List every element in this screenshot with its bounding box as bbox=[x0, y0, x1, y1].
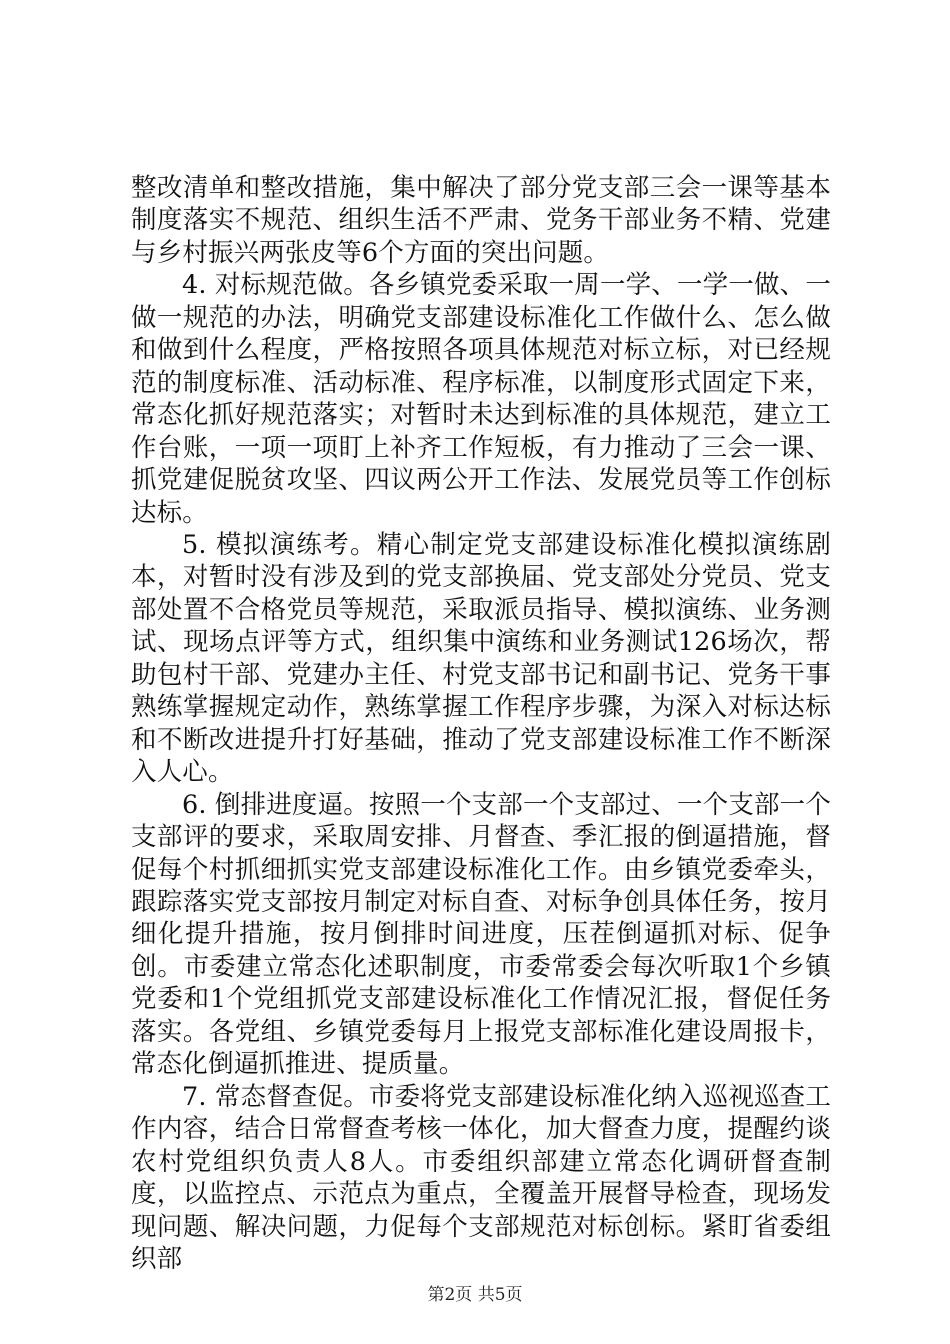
paragraph-continued: 整改清单和整改措施，集中解决了部分党支部三会一课等基本制度落实不规范、组织生活不严肃、党务干部业务不精、党建与乡村振兴两张皮等6个方面的突出问题。 bbox=[131, 173, 831, 268]
paragraph-item-6: 6. 倒排进度逼。按照一个支部一个支部过、一个支部一个支部评的要求，采取周安排、月督查、季汇报的倒逼措施，督促每个村抓细抓实党支部建设标准化工作。由乡镇党委牵头，跟踪落实党支部按月制定对标自查、对标争创具体任务，按月细化提升措施，按月倒排时间进度，压茬倒逼抓对标、促争创。市委建立常态化述职制度，市委常委会每次听取1个乡镇党委和1个党组抓党支部建设标准化工作情况汇报，督促任务落实。各党组、乡镇党委每月上报党支部标准化建设周报卡，常态化倒逼抓推进、提质量。 bbox=[131, 789, 831, 1080]
page-number-footer: 第2页 共5页 bbox=[427, 1285, 523, 1305]
paragraph-item-7: 7. 常态督查促。市委将党支部建设标准化纳入巡视巡查工作内容，结合日常督查考核一体化，加大督查力度，提醒约谈农村党组织负责人8人。市委组织部建立常态化调研督查制度，以监控点、示范点为重点，全覆盖开展督导检查，现场发现问题、解决问题，力促每个支部规范对标创标。紧盯省委组织部 bbox=[131, 1081, 831, 1274]
document-body bbox=[131, 172, 831, 1275]
paragraph-item-5: 5. 模拟演练考。精心制定党支部建设标准化模拟演练剧本，对暂时没有涉及到的党支部换届、党支部处分党员、党支部处置不合格党员等规范，采取派员指导、模拟演练、业务测试、现场点评等方式，组织集中演练和业务测试126场次，帮助包村干部、党建办主任、村党支部书记和副书记、党务干事熟练掌握规定动作，熟练掌握工作程序步骤，为深入对标达标和不断改进提升打好基础，推动了党支部建设标准工作不断深入人心。 bbox=[131, 529, 831, 788]
paragraph-item-4: 4. 对标规范做。各乡镇党委采取一周一学、一学一做、一做一规范的办法，明确党支部建设标准化工作做什么、怎么做和做到什么程度，严格按照各项具体规范对标立标，对已经规范的制度标准、活动标准、程序标准，以制度形式固定下来，常态化抓好规范落实；对暂时未达到标准的具体规范，建立工作台账，一项一项盯上补齐工作短板，有力推动了三会一课、抓党建促脱贫攻坚、四议两公开工作法、发展党员等工作创标达标。 bbox=[131, 270, 831, 528]
